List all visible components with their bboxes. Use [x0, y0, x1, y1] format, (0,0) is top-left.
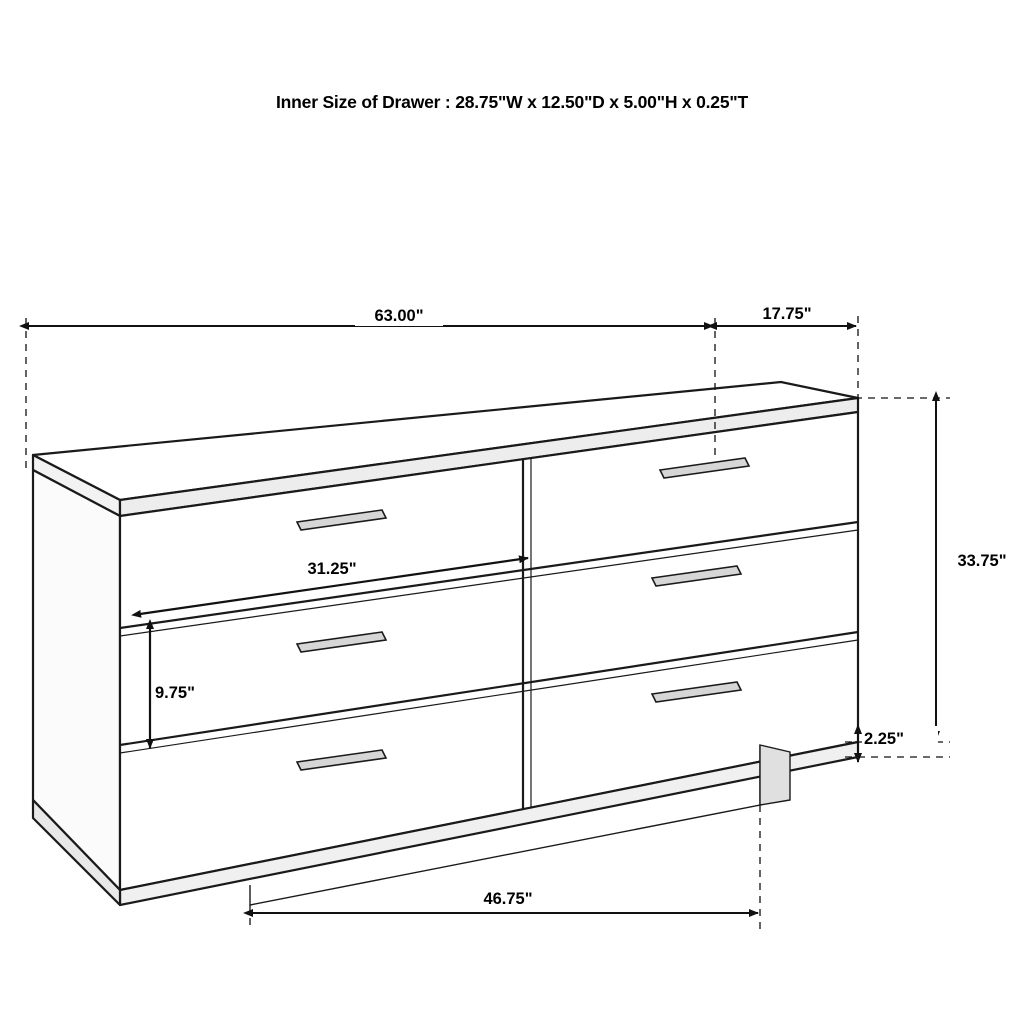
- dim-label-height: 33.75": [957, 552, 1007, 570]
- page-title: Inner Size of Drawer : 28.75"W x 12.50"D x 5.00"H x 0.25"T: [276, 92, 748, 112]
- dim-label-width: 63.00": [374, 307, 424, 325]
- dim-label-base-height: 2.25": [864, 730, 904, 748]
- dim-label-drawer-inner-width: 31.25": [307, 560, 357, 578]
- dim-label-depth: 17.75": [762, 305, 812, 323]
- dresser-illustration: [33, 382, 880, 905]
- dim-label-base-width: 46.75": [483, 890, 533, 908]
- dim-label-drawer-front-height: 9.75": [155, 684, 195, 702]
- base-foot-right: [760, 745, 790, 805]
